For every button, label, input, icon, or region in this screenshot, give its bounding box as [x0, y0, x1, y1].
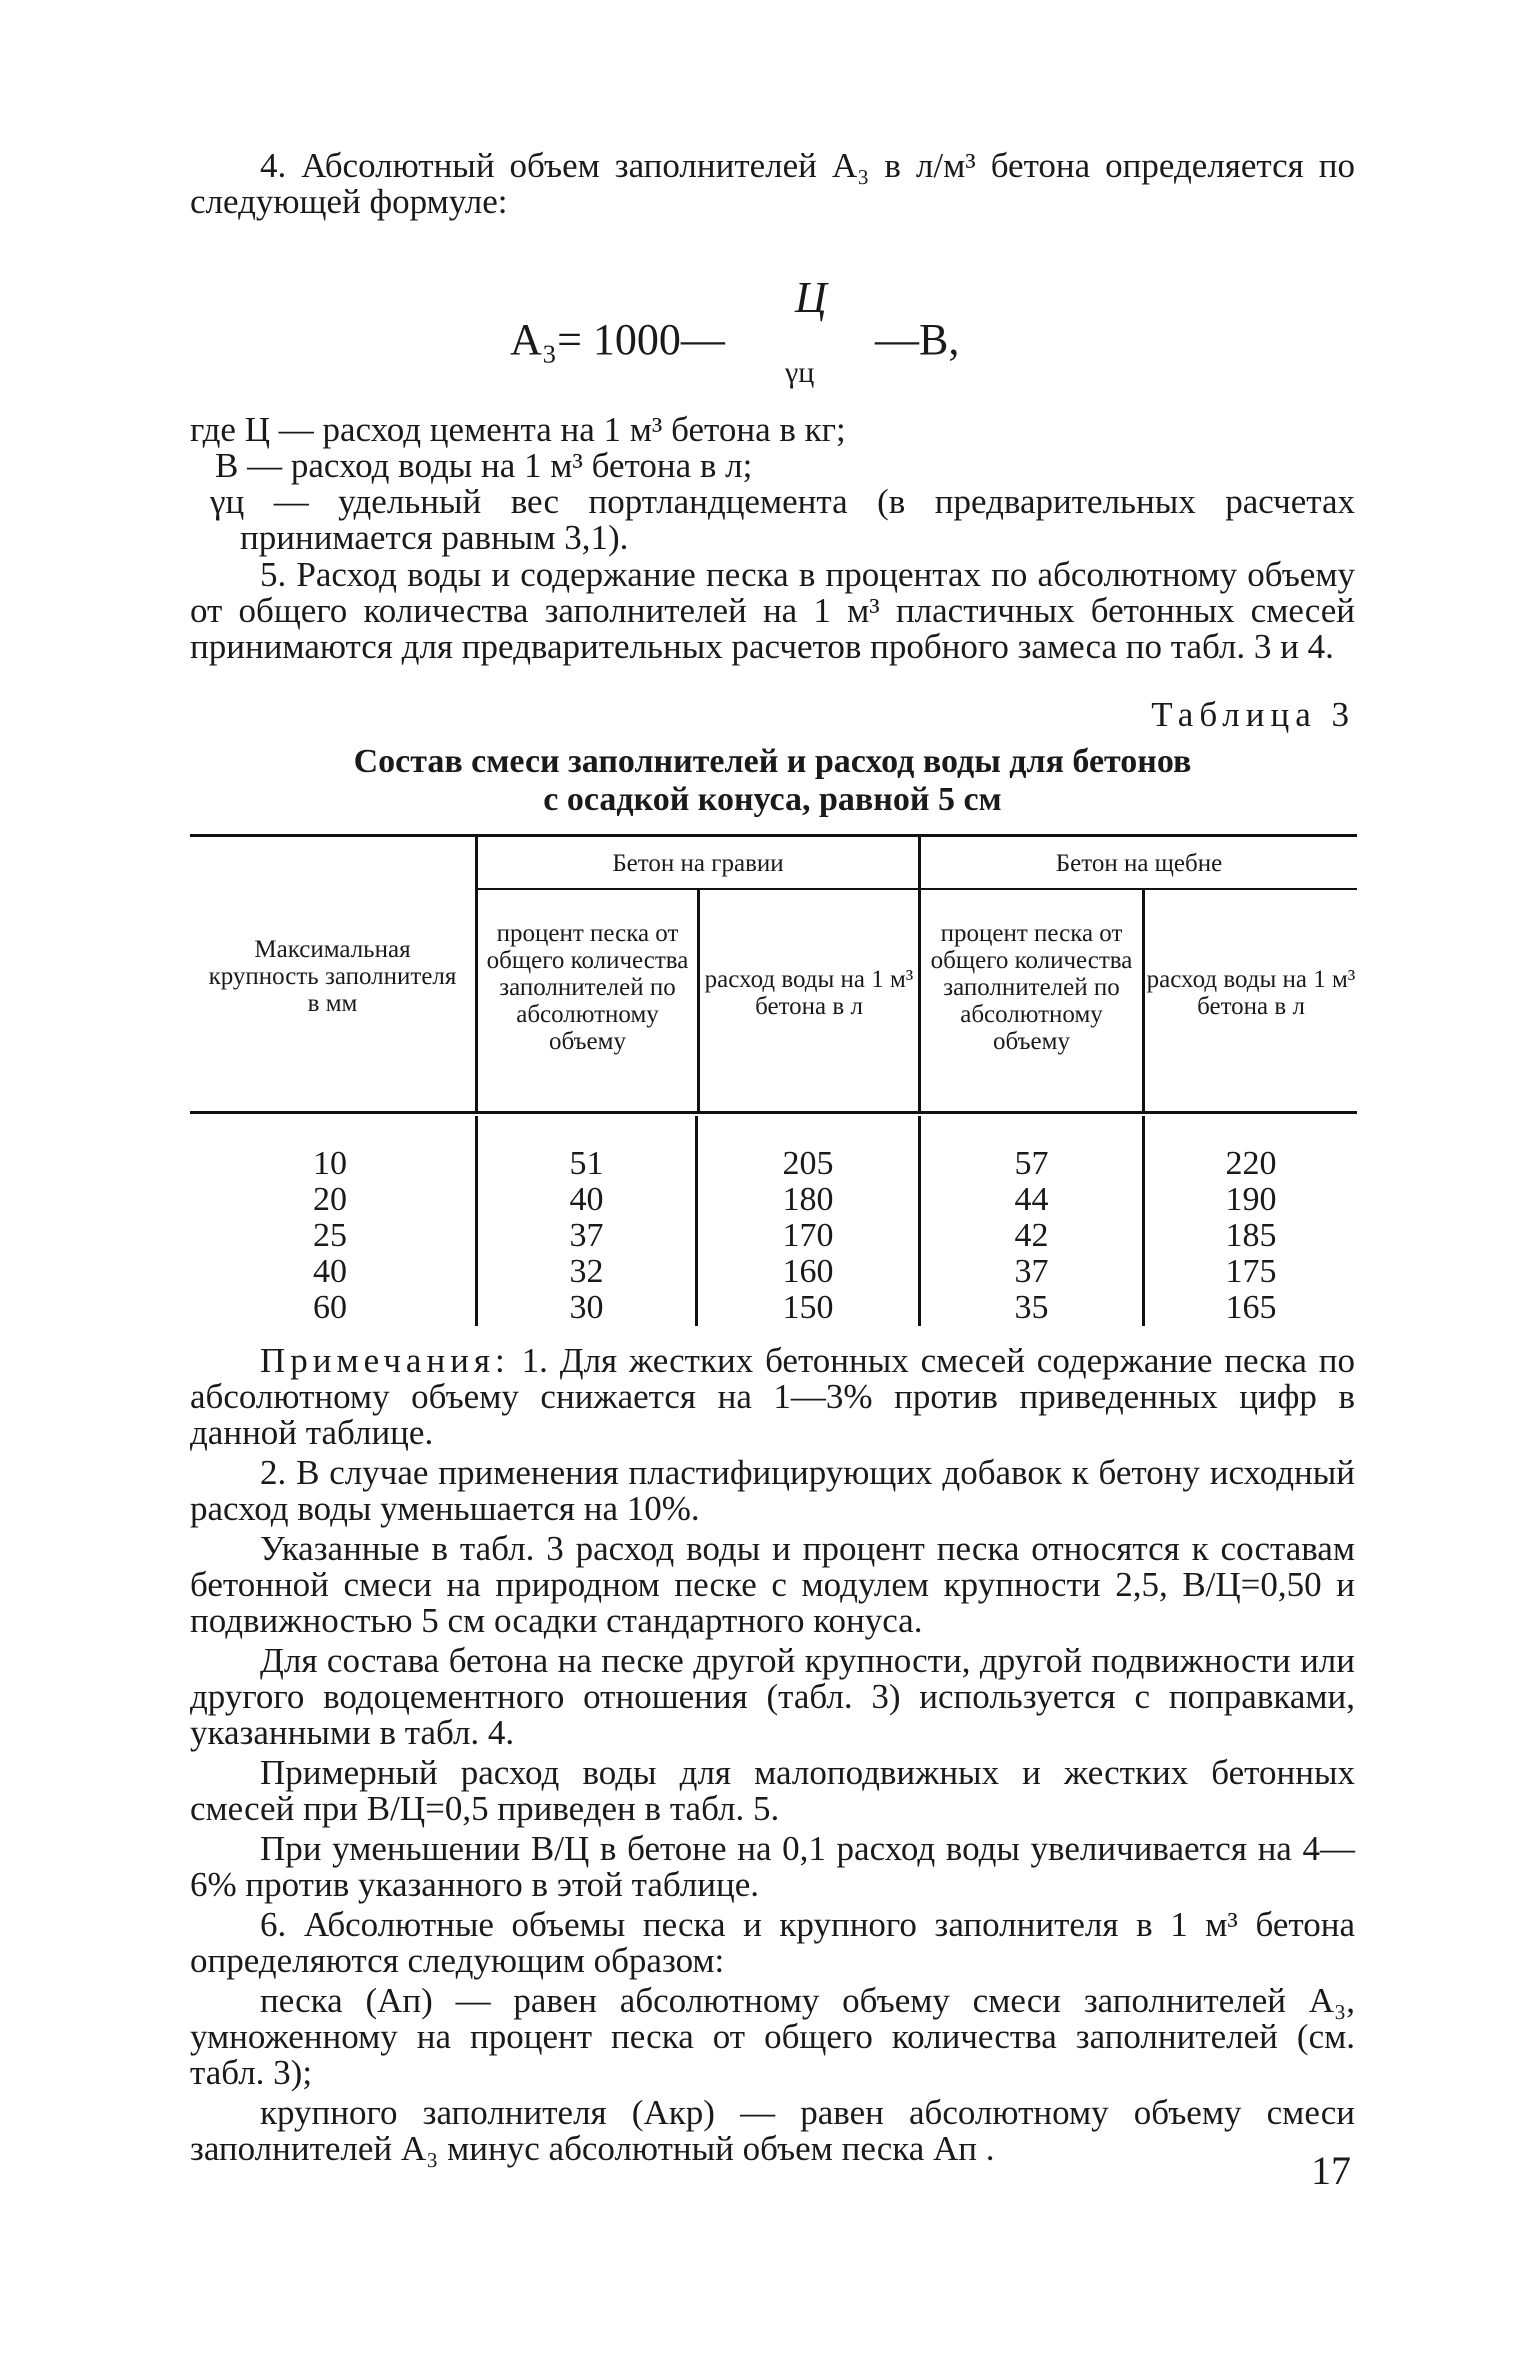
- table-cell: 25: [313, 1217, 347, 1254]
- header-sand-pct-crushed: процент песка от общего количества заполнителей по абсолютному объему: [930, 920, 1133, 1055]
- page-number: 17: [1311, 2148, 1351, 2193]
- where-b: В — расход воды на 1 м³ бетона в л;: [215, 446, 753, 485]
- table-cell: 40: [569, 1181, 604, 1218]
- table-cell: 180: [782, 1181, 834, 1218]
- formula-numerator: Ц: [795, 273, 827, 322]
- table-top-rule: [190, 834, 1357, 837]
- notes-paragraph-b: Для состава бетона на песке другой крупности, другой подвижности или другого водоцементного отношения (табл. 3) используется с поправками, указанными в табл. 4.: [190, 1641, 1355, 1752]
- notes-paragraph-c: Примерный расход воды для малоподвижных и жестких бетонных смесей при В/Ц=0,5 приведен в табл. 5.: [190, 1753, 1355, 1828]
- where-block: [190, 412, 1355, 556]
- col-sand-pct-gravel: [478, 1146, 695, 1326]
- formula: [510, 273, 970, 400]
- where-c: где Ц — расход цемента на 1 м³ бетона в кг;: [190, 410, 846, 449]
- table-title-line1: Состав смеси заполнителей и расход воды для бетонов: [353, 743, 1192, 780]
- paragraph-4: 4. Абсолютный объем заполнителей А₃ в л/м³ бетона определяется по следующей формуле:: [190, 146, 1355, 221]
- notes-paragraph-d: При уменьшении В/Ц в бетоне на 0,1 расход воды увеличивается на 4—6% против указанного в этой таблице.: [190, 1829, 1355, 1904]
- header-water-gravel: расход воды на 1 м³ бетона в л: [704, 966, 914, 1020]
- paragraph-5: 5. Расход воды и содержание песка в процентах по абсолютному объему от общего количества заполнителей на 1 м³ пластичных бетонных смесей принимаются для предварительных расчетов пробного замеса по табл. 3 и 4.: [190, 555, 1355, 666]
- header-max-size: Максимальная крупность заполнителя в мм: [208, 936, 457, 1017]
- table-cell: 44: [1014, 1181, 1049, 1218]
- table-cell: 57: [1014, 1145, 1049, 1182]
- table-caption: Таблица 3: [1151, 695, 1355, 734]
- table-cell: 35: [1014, 1289, 1049, 1326]
- table-header-rule: [190, 1111, 1357, 1114]
- table-cell: 175: [1225, 1253, 1277, 1290]
- table-cell: 42: [1014, 1217, 1049, 1254]
- table-cell: 220: [1225, 1145, 1277, 1182]
- table-cell: 150: [782, 1289, 834, 1326]
- note-2: 2. В случае применения пластифицирующих добавок к бетону исходный расход воды уменьшается на 10%.: [190, 1453, 1355, 1528]
- note-1: [190, 1343, 1355, 1451]
- paragraph-sand: песка (Ап) — равен абсолютному объему смеси заполнителей А₃, умноженному на процент песка от общего количества заполнителей (см. табл. 3);: [190, 1981, 1355, 2092]
- table-cell: 30: [569, 1289, 604, 1326]
- col-water-crushed: [1145, 1146, 1357, 1326]
- col-max-size: [230, 1146, 430, 1326]
- paragraph-5-block: [190, 557, 1355, 665]
- table-title-line2: с осадкой конуса, равной 5 см: [543, 781, 1002, 818]
- notes-block: [190, 1343, 1355, 2171]
- table-cell: 165: [1225, 1289, 1277, 1326]
- table-cell: 190: [1225, 1181, 1277, 1218]
- table-cell: 170: [782, 1217, 834, 1254]
- table-cell: 40: [313, 1253, 347, 1290]
- paragraph-6: 6. Абсолютные объемы песка и крупного заполнителя в 1 м³ бетона определяются следующим образом:: [190, 1905, 1355, 1980]
- col-sand-pct-crushed: [921, 1146, 1142, 1326]
- formula-denominator: γц: [785, 356, 815, 389]
- table-cell: 37: [1014, 1253, 1049, 1290]
- table-cell: 10: [313, 1145, 347, 1182]
- table-cell: 37: [569, 1217, 604, 1254]
- header-water-crushed: расход воды на 1 м³ бетона в л: [1146, 966, 1356, 1020]
- intro-paragraph: [190, 148, 1355, 220]
- table-cell: 205: [782, 1145, 834, 1182]
- note-1-text: 1. Для жестких бетонных смесей содержание песка по абсолютному объему снижается на 1—3% против приведенных цифр в данной таблице.: [190, 1341, 1355, 1452]
- table-cell: 51: [569, 1145, 604, 1182]
- paragraph-coarse: крупного заполнителя (Акр) — равен абсолютному объему смеси заполнителей А₃ минус абсолютный объем песка Ап .: [190, 2093, 1355, 2168]
- header-crushed: Бетон на щебне: [1055, 850, 1223, 877]
- table-cell: 160: [782, 1253, 834, 1290]
- table-cell: 32: [569, 1253, 604, 1290]
- where-g: γц — удельный вес портландцемента (в предварительных расчетах принимается равным 3,1).: [210, 482, 1355, 557]
- table-cell: 185: [1225, 1217, 1277, 1254]
- formula-rhs: —В,: [875, 315, 960, 364]
- table-cell: 60: [313, 1289, 347, 1326]
- header-sand-pct-gravel: процент песка от общего количества заполнителей по абсолютному объему: [486, 920, 689, 1055]
- table-cell: 20: [313, 1181, 347, 1218]
- notes-label: Примечания:: [260, 1341, 510, 1380]
- formula-lhs: А₃= 1000—: [510, 315, 725, 364]
- header-gravel: Бетон на гравии: [612, 850, 784, 877]
- notes-paragraph-a: Указанные в табл. 3 расход воды и процент песка относятся к составам бетонной смеси на природном песке с модулем крупности 2,5, В/Ц=0,50 и подвижностью 5 см осадки стандартного конуса.: [190, 1529, 1355, 1640]
- col-water-gravel: [698, 1146, 918, 1326]
